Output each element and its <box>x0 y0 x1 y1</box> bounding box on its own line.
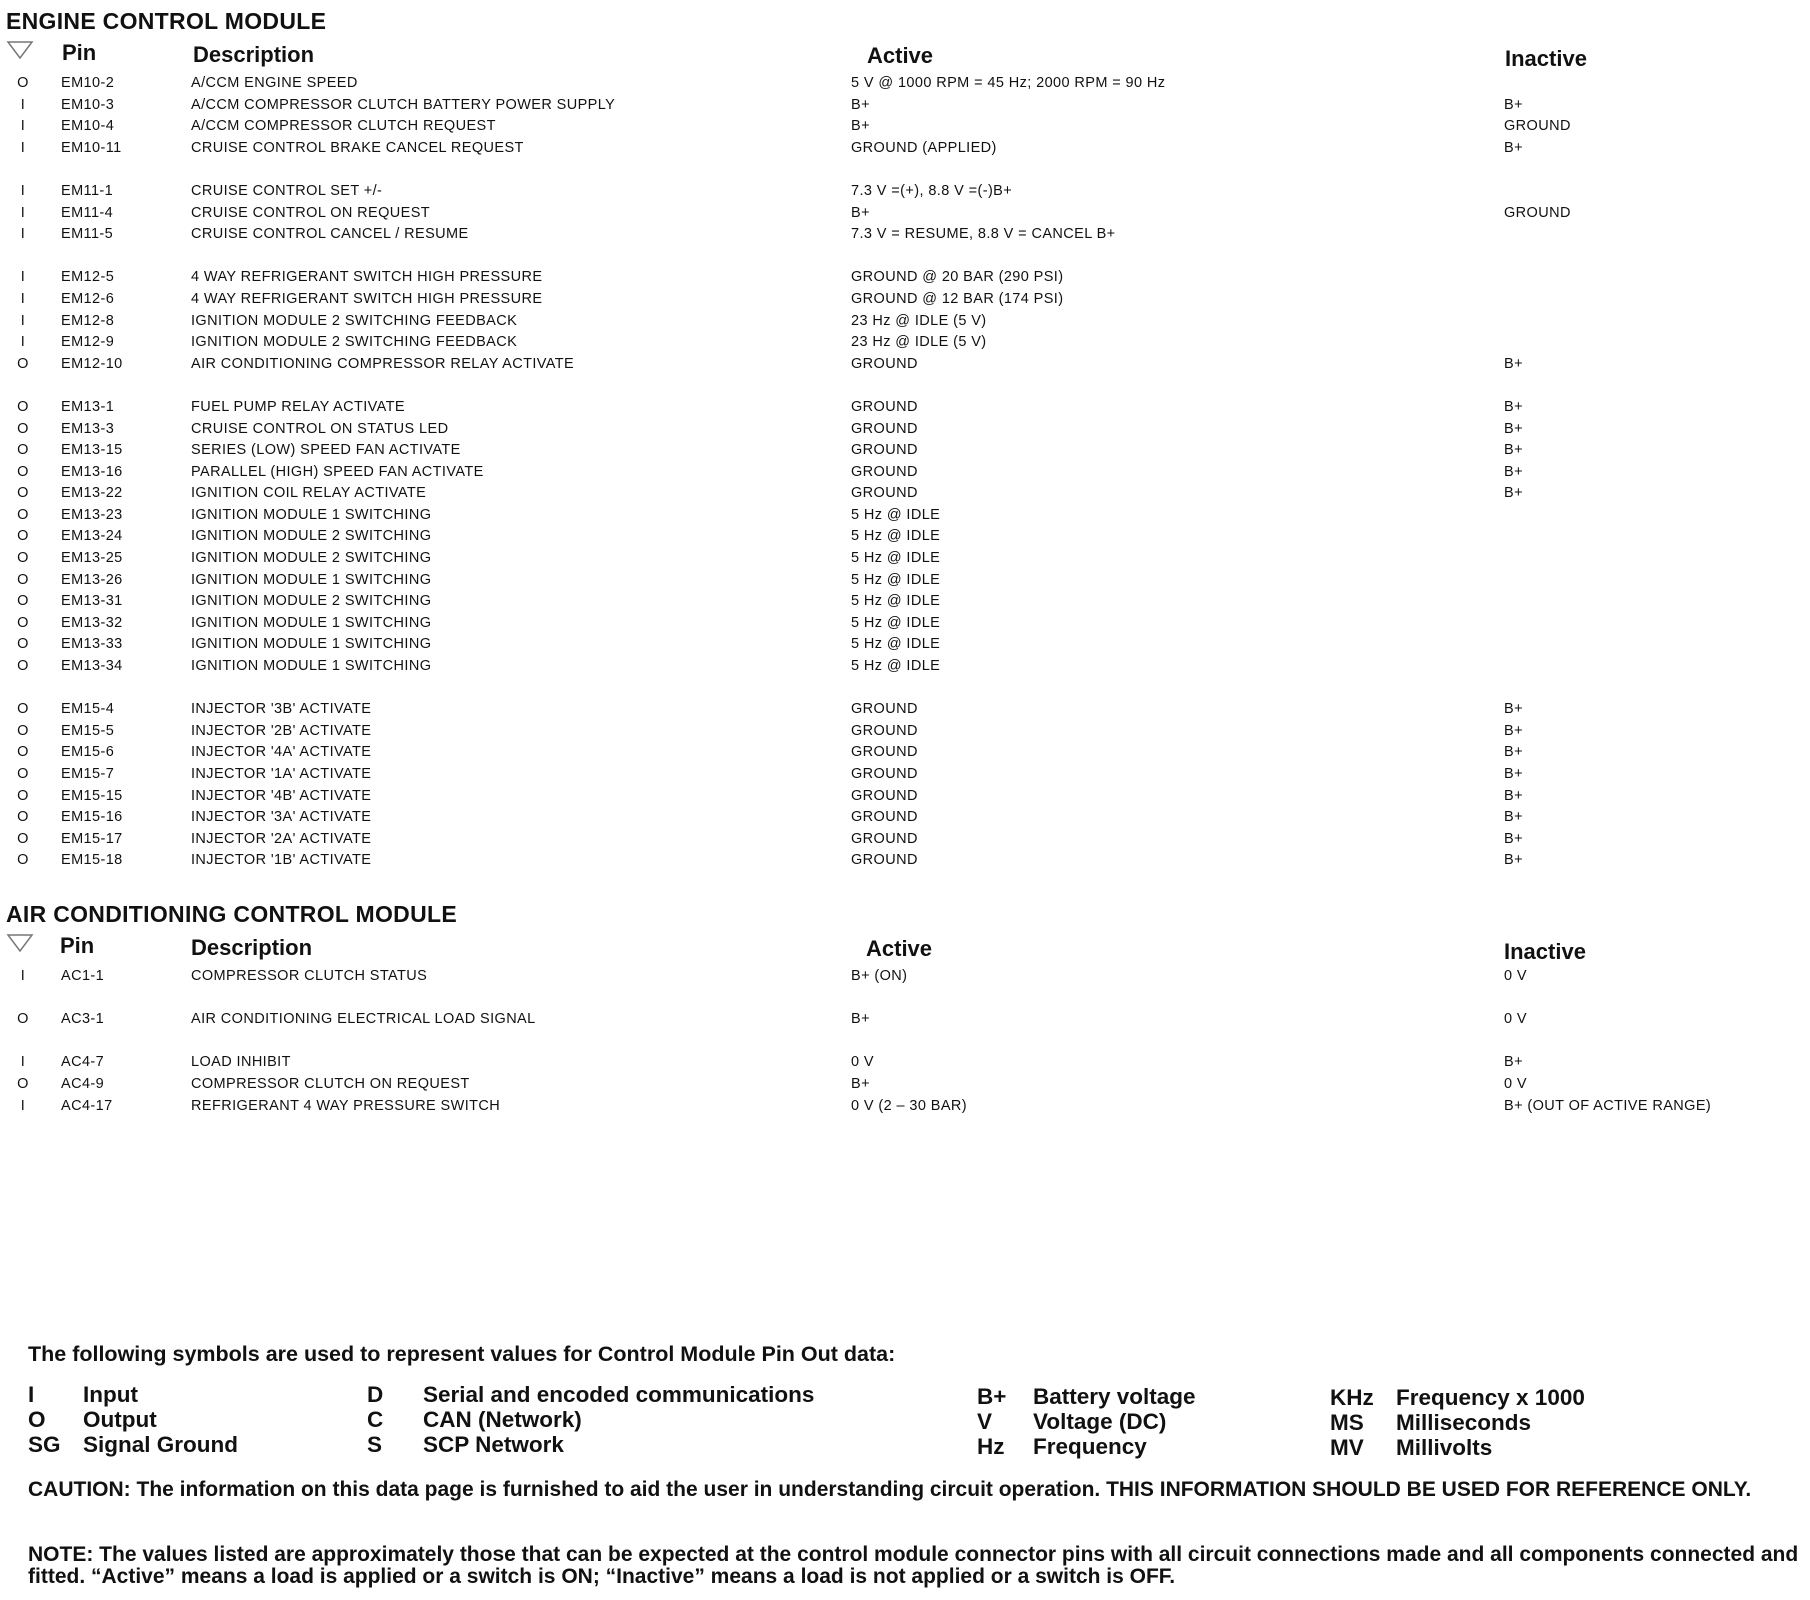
pin-inactive-value: B+ <box>1504 1054 1523 1071</box>
legend-symbol: O <box>28 1407 46 1432</box>
pin-inactive-value: B+ <box>1504 722 1523 739</box>
pin-id: EM13-32 <box>61 614 123 631</box>
pin-row <box>0 656 1810 678</box>
legend-symbol: D <box>367 1382 384 1407</box>
pin-id: EM10-2 <box>61 75 115 91</box>
pin-id: EM13-3 <box>61 420 115 437</box>
pin-inactive-value: B+ <box>1504 96 1523 113</box>
pin-row <box>0 1096 1810 1118</box>
legend-label: Input <box>83 1382 138 1407</box>
pin-row <box>0 1052 1810 1074</box>
pin-description: INJECTOR '3A' ACTIVATE <box>191 809 372 826</box>
pin-active-value: 5 Hz @ IDLE <box>851 506 941 523</box>
pin-row <box>0 311 1810 333</box>
pin-inactive-value: B+ <box>1504 355 1523 372</box>
pin-inactive-value: B+ <box>1504 744 1523 761</box>
pin-description: 4 WAY REFRIGERANT SWITCH HIGH PRESSURE <box>191 269 543 286</box>
pin-active-value: 7.3 V =(+), 8.8 V =(-)B+ <box>851 182 1013 199</box>
pin-active-value: GROUND <box>851 830 918 847</box>
legend-symbol: B+ <box>977 1384 1007 1409</box>
pin-description: COMPRESSOR CLUTCH ON REQUEST <box>191 1075 470 1092</box>
legend-symbol: SG <box>28 1432 61 1457</box>
pin-id: EM11-4 <box>61 204 114 221</box>
pin-description: IGNITION MODULE 2 SWITCHING <box>191 550 432 567</box>
pin-io-type: O <box>17 636 29 653</box>
pin-id: EM12-6 <box>61 290 115 307</box>
ecm-header-active: Active <box>867 43 934 68</box>
pin-inactive-value: B+ <box>1504 139 1523 156</box>
pin-description: CRUISE CONTROL ON REQUEST <box>191 204 431 221</box>
pin-id: EM15-7 <box>61 766 115 782</box>
io-direction-triangle-icon <box>6 933 34 953</box>
pin-io-type: O <box>17 744 29 761</box>
pin-description: IGNITION MODULE 1 SWITCHING <box>191 571 432 588</box>
legend-label: Millivolts <box>1396 1435 1493 1460</box>
pin-id: EM11-1 <box>61 182 114 199</box>
pin-active-value: 0 V (2 – 30 BAR) <box>851 1097 968 1114</box>
pin-active-value: GROUND <box>851 420 918 437</box>
definition-note: NOTE: The values listed are approximately those that can be expected at the control module connector pins with all circuit connections made and all components connected and fitted. “Active” means a load is applied or a switch is ON; “Inactive” means a load is not applied or a switch is OFF. <box>28 1543 1799 1588</box>
pin-description: REFRIGERANT 4 WAY PRESSURE SWITCH <box>191 1097 501 1114</box>
pin-io-type: O <box>17 766 29 782</box>
pin-row <box>0 440 1810 462</box>
pin-description: CRUISE CONTROL ON STATUS LED <box>191 420 449 437</box>
pin-io-type: O <box>17 571 29 588</box>
pin-description: AIR CONDITIONING ELECTRICAL LOAD SIGNAL <box>191 1011 536 1028</box>
pin-id: EM15-18 <box>61 852 123 869</box>
pin-io-type: O <box>17 722 29 739</box>
pin-active-value: GROUND <box>851 355 918 372</box>
pin-active-value: GROUND @ 12 BAR (174 PSI) <box>851 290 1064 307</box>
pin-description: AIR CONDITIONING COMPRESSOR RELAY ACTIVATE <box>191 355 575 372</box>
legend-label: Voltage (DC) <box>1033 1409 1167 1434</box>
pin-description: A/CCM ENGINE SPEED <box>191 75 358 91</box>
pin-row <box>0 332 1810 354</box>
pin-io-type: O <box>17 852 29 869</box>
pin-description: A/CCM COMPRESSOR CLUTCH REQUEST <box>191 118 496 135</box>
pin-id: AC4-7 <box>61 1054 105 1071</box>
pin-io-type: O <box>17 830 29 847</box>
pin-active-value: B+ <box>851 204 870 221</box>
pin-row <box>0 829 1810 851</box>
pin-io-type: O <box>17 355 29 372</box>
pin-description: COMPRESSOR CLUTCH STATUS <box>191 968 428 984</box>
pin-id: EM10-4 <box>61 118 115 135</box>
pin-description: IGNITION MODULE 2 SWITCHING <box>191 593 432 610</box>
pin-description: IGNITION MODULE 2 SWITCHING FEEDBACK <box>191 334 518 351</box>
legend-label: Signal Ground <box>83 1432 238 1457</box>
pin-io-type: O <box>17 658 29 675</box>
pin-active-value: 5 Hz @ IDLE <box>851 528 941 545</box>
ecm-header-pin: Pin <box>62 40 97 65</box>
pin-active-value: GROUND <box>851 852 918 869</box>
pin-active-value: GROUND <box>851 485 918 502</box>
legend-label: Serial and encoded communications <box>423 1382 815 1407</box>
pin-inactive-value: B+ <box>1504 463 1523 480</box>
pin-id: EM13-23 <box>61 506 123 523</box>
pin-io-type: I <box>20 269 26 286</box>
pin-active-value: 5 V @ 1000 RPM = 45 Hz; 2000 RPM = 90 Hz <box>851 75 1166 91</box>
pin-io-type: I <box>20 1054 26 1071</box>
pin-active-value: 5 Hz @ IDLE <box>851 593 941 610</box>
legend-label: Frequency x 1000 <box>1396 1385 1585 1410</box>
pin-id: EM15-5 <box>61 722 115 739</box>
legend-intro: The following symbols are used to represent values for Control Module Pin Out data: <box>28 1342 896 1366</box>
pin-id: EM13-31 <box>61 593 123 610</box>
pin-io-type: I <box>20 226 26 243</box>
pin-active-value: B+ <box>851 118 870 135</box>
pin-description: PARALLEL (HIGH) SPEED FAN ACTIVATE <box>191 463 484 480</box>
pin-active-value: B+ <box>851 96 870 113</box>
pin-description: INJECTOR '4A' ACTIVATE <box>191 744 372 761</box>
pin-inactive-value: GROUND <box>1504 118 1571 135</box>
pin-row <box>0 95 1810 117</box>
pin-row <box>0 526 1810 548</box>
legend-label: Milliseconds <box>1396 1410 1532 1435</box>
pin-row <box>0 354 1810 376</box>
pin-id: EM13-25 <box>61 550 123 567</box>
pin-description: IGNITION MODULE 1 SWITCHING <box>191 506 432 523</box>
pin-active-value: GROUND <box>851 787 918 804</box>
pin-row <box>0 505 1810 527</box>
pin-active-value: GROUND (APPLIED) <box>851 139 997 156</box>
accm-header-inactive: Inactive <box>1504 939 1586 964</box>
pin-id: EM13-33 <box>61 636 123 653</box>
pin-io-type: O <box>17 398 29 415</box>
accm-header-description: Description <box>191 935 313 960</box>
pin-io-type: I <box>20 312 26 329</box>
pin-id: EM15-6 <box>61 744 115 761</box>
pin-row <box>0 267 1810 289</box>
pin-io-type: I <box>20 182 26 199</box>
legend-label: Battery voltage <box>1033 1384 1196 1409</box>
pin-active-value: 23 Hz @ IDLE (5 V) <box>851 312 987 329</box>
pin-active-value: B+ <box>851 1075 870 1092</box>
legend-symbol: Hz <box>977 1434 1005 1459</box>
pin-row <box>0 181 1810 203</box>
pin-row <box>0 966 1810 988</box>
pin-io-type: O <box>17 550 29 567</box>
pin-active-value: GROUND <box>851 809 918 826</box>
pin-inactive-value: B+ <box>1504 420 1523 437</box>
pin-description: A/CCM COMPRESSOR CLUTCH BATTERY POWER SUPPLY <box>191 96 616 113</box>
pin-id: EM15-16 <box>61 809 123 826</box>
pin-active-value: 5 Hz @ IDLE <box>851 571 941 588</box>
pin-io-type: O <box>17 614 29 631</box>
accm-header-pin: Pin <box>60 933 95 958</box>
pin-inactive-value: B+ <box>1504 852 1523 869</box>
pin-active-value: GROUND <box>851 463 918 480</box>
pin-row <box>0 850 1810 872</box>
pin-id: EM13-22 <box>61 485 123 502</box>
pin-id: AC4-9 <box>61 1075 105 1092</box>
pin-description: IGNITION COIL RELAY ACTIVATE <box>191 485 427 502</box>
pin-inactive-value: B+ <box>1504 830 1523 847</box>
pin-active-value: GROUND <box>851 442 918 459</box>
pin-description: IGNITION MODULE 2 SWITCHING FEEDBACK <box>191 312 518 329</box>
pin-row <box>0 419 1810 441</box>
pin-id: EM10-11 <box>61 139 122 156</box>
pin-io-type: I <box>20 118 26 135</box>
pin-io-type: O <box>17 701 29 718</box>
pin-inactive-value: 0 V <box>1504 968 1527 984</box>
pin-io-type: O <box>17 1075 29 1092</box>
pin-description: FUEL PUMP RELAY ACTIVATE <box>191 398 406 415</box>
pin-id: EM10-3 <box>61 96 115 113</box>
legend-label: Output <box>83 1407 157 1432</box>
pin-inactive-value: B+ (OUT OF ACTIVE RANGE) <box>1504 1097 1712 1114</box>
pin-active-value: GROUND <box>851 722 918 739</box>
pin-row <box>0 742 1810 764</box>
pin-row <box>0 116 1810 138</box>
pin-row <box>0 699 1810 721</box>
pin-id: EM12-10 <box>61 355 123 372</box>
pin-active-value: B+ (ON) <box>851 968 908 984</box>
pin-description: IGNITION MODULE 1 SWITCHING <box>191 636 432 653</box>
pin-row <box>0 224 1810 246</box>
pin-description: INJECTOR '2B' ACTIVATE <box>191 722 372 739</box>
pin-description: INJECTOR '2A' ACTIVATE <box>191 830 372 847</box>
pin-inactive-value: B+ <box>1504 809 1523 826</box>
pin-io-type: O <box>17 485 29 502</box>
accm-section-title: AIR CONDITIONING CONTROL MODULE <box>6 901 457 927</box>
pin-row <box>0 73 1810 95</box>
pin-io-type: I <box>20 139 26 156</box>
pin-io-type: O <box>17 75 29 91</box>
pin-id: EM13-26 <box>61 571 123 588</box>
pin-io-type: I <box>20 204 26 221</box>
pin-row <box>0 807 1810 829</box>
symbol-legend <box>0 1382 1810 1462</box>
pin-row <box>0 786 1810 808</box>
pin-row <box>0 721 1810 743</box>
pin-io-type: O <box>17 528 29 545</box>
pin-row <box>0 462 1810 484</box>
legend-symbol: C <box>367 1407 384 1432</box>
pin-id: EM12-9 <box>61 334 115 351</box>
pin-active-value: 5 Hz @ IDLE <box>851 614 941 631</box>
pin-io-type: O <box>17 809 29 826</box>
pin-row <box>0 634 1810 656</box>
pin-description: 4 WAY REFRIGERANT SWITCH HIGH PRESSURE <box>191 290 543 307</box>
pin-active-value: 5 Hz @ IDLE <box>851 658 941 675</box>
pin-description: INJECTOR '1A' ACTIVATE <box>191 766 372 782</box>
legend-symbol: KHz <box>1330 1385 1374 1410</box>
pin-id: EM15-17 <box>61 830 123 847</box>
pin-description: LOAD INHIBIT <box>191 1054 291 1071</box>
ecm-pin-table <box>0 73 1810 872</box>
pin-active-value: B+ <box>851 1011 870 1028</box>
pin-id: AC4-17 <box>61 1097 113 1114</box>
pin-inactive-value: B+ <box>1504 398 1523 415</box>
pin-row <box>0 397 1810 419</box>
pin-id: EM12-8 <box>61 312 115 329</box>
accm-pin-table <box>0 966 1810 1117</box>
pin-io-type: O <box>17 442 29 459</box>
pin-io-type: I <box>20 334 26 351</box>
pin-io-type: O <box>17 420 29 437</box>
pin-row <box>0 591 1810 613</box>
pin-id: EM12-5 <box>61 269 115 286</box>
pin-active-value: GROUND <box>851 398 918 415</box>
accm-header-active: Active <box>866 936 933 961</box>
pin-io-type: I <box>20 968 26 984</box>
pin-inactive-value: B+ <box>1504 787 1523 804</box>
pin-description: INJECTOR '1B' ACTIVATE <box>191 852 372 869</box>
pin-id: EM13-15 <box>61 442 123 459</box>
pin-io-type: I <box>20 290 26 307</box>
legend-symbol: I <box>28 1382 35 1407</box>
pin-description: IGNITION MODULE 1 SWITCHING <box>191 614 432 631</box>
pin-description: CRUISE CONTROL CANCEL / RESUME <box>191 226 469 243</box>
pin-id: EM11-5 <box>61 226 114 243</box>
pin-id: EM15-15 <box>61 787 123 804</box>
pin-row <box>0 289 1810 311</box>
ecm-header-description: Description <box>193 42 315 67</box>
ecm-header-inactive: Inactive <box>1505 46 1587 71</box>
pin-description: IGNITION MODULE 1 SWITCHING <box>191 658 432 675</box>
pin-io-type: I <box>20 1097 26 1114</box>
pin-id: EM15-4 <box>61 701 115 718</box>
pin-row <box>0 613 1810 635</box>
pin-id: EM13-16 <box>61 463 123 480</box>
pin-active-value: 5 Hz @ IDLE <box>851 636 941 653</box>
pin-description: SERIES (LOW) SPEED FAN ACTIVATE <box>191 442 461 459</box>
pin-description: INJECTOR '3B' ACTIVATE <box>191 701 372 718</box>
pin-inactive-value: B+ <box>1504 766 1523 782</box>
pin-description: IGNITION MODULE 2 SWITCHING <box>191 528 432 545</box>
pin-row <box>0 203 1810 225</box>
pin-io-type: O <box>17 506 29 523</box>
legend-symbol: MS <box>1330 1410 1364 1435</box>
legend-label: Frequency <box>1033 1434 1147 1459</box>
pin-id: EM13-1 <box>61 398 115 415</box>
ecm-section-title: ENGINE CONTROL MODULE <box>6 8 327 34</box>
legend-symbol: S <box>367 1432 383 1457</box>
pin-io-type: I <box>20 96 26 113</box>
pin-id: AC3-1 <box>61 1011 105 1028</box>
pin-io-type: O <box>17 593 29 610</box>
pin-io-type: O <box>17 1011 29 1028</box>
pin-description: CRUISE CONTROL SET +/- <box>191 182 383 199</box>
pin-active-value: 0 V <box>851 1054 874 1071</box>
pin-row <box>0 1009 1810 1031</box>
pin-active-value: GROUND <box>851 744 918 761</box>
pin-row <box>0 764 1810 786</box>
pin-row <box>0 548 1810 570</box>
pin-inactive-value: 0 V <box>1504 1011 1527 1028</box>
pin-id: EM13-34 <box>61 658 123 675</box>
pin-id: EM13-24 <box>61 528 123 545</box>
pin-id: AC1-1 <box>61 968 105 984</box>
pin-active-value: 7.3 V = RESUME, 8.8 V = CANCEL B+ <box>851 226 1116 243</box>
pin-inactive-value: B+ <box>1504 442 1523 459</box>
pin-active-value: GROUND <box>851 701 918 718</box>
pin-inactive-value: 0 V <box>1504 1075 1527 1092</box>
caution-note: CAUTION: The information on this data page is furnished to aid the user in understanding circuit operation. THIS INFORMATION SHOULD BE USED FOR REFERENCE ONLY. <box>28 1478 1752 1501</box>
pin-row <box>0 483 1810 505</box>
legend-label: SCP Network <box>423 1432 564 1457</box>
pin-io-type: O <box>17 787 29 804</box>
pin-description: CRUISE CONTROL BRAKE CANCEL REQUEST <box>191 139 524 156</box>
pin-active-value: 23 Hz @ IDLE (5 V) <box>851 334 987 351</box>
pin-io-type: O <box>17 463 29 480</box>
pin-inactive-value: B+ <box>1504 701 1523 718</box>
pin-row <box>0 570 1810 592</box>
io-direction-triangle-icon <box>6 40 34 60</box>
legend-symbol: MV <box>1330 1435 1364 1460</box>
pin-active-value: 5 Hz @ IDLE <box>851 550 941 567</box>
pin-description: INJECTOR '4B' ACTIVATE <box>191 787 372 804</box>
pin-inactive-value: B+ <box>1504 485 1523 502</box>
legend-label: CAN (Network) <box>423 1407 582 1432</box>
pin-row <box>0 1074 1810 1096</box>
pin-row <box>0 138 1810 160</box>
pin-active-value: GROUND @ 20 BAR (290 PSI) <box>851 269 1064 286</box>
legend-symbol: V <box>977 1409 993 1434</box>
pin-inactive-value: GROUND <box>1504 204 1571 221</box>
pin-active-value: GROUND <box>851 766 918 782</box>
